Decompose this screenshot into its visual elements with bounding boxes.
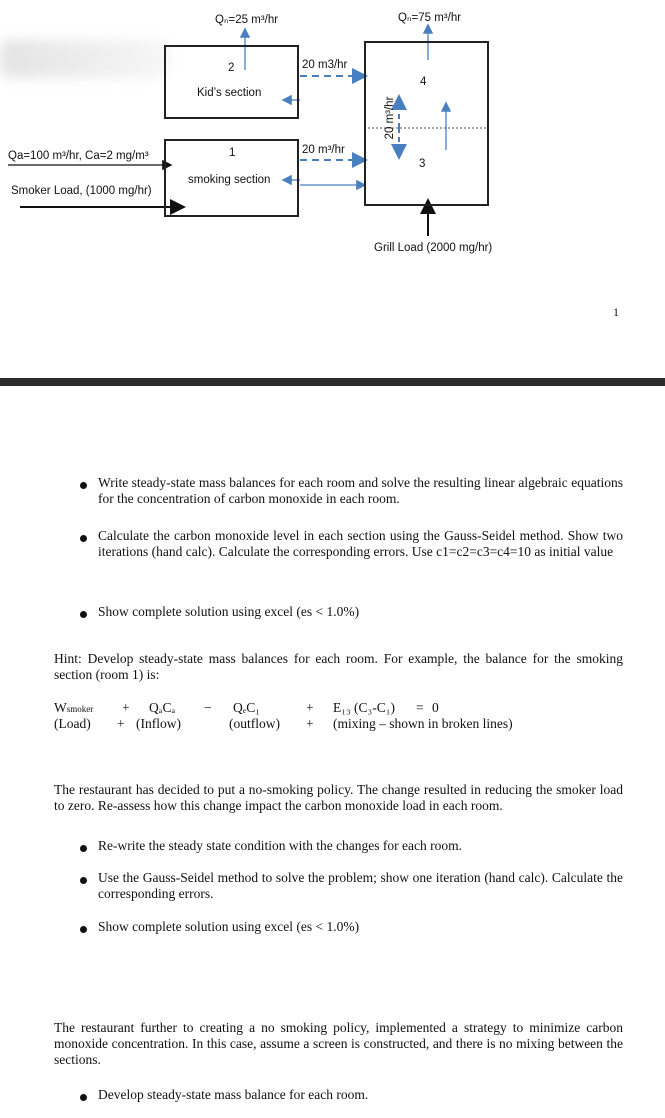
mix-top-label: 20 m3/hr: [302, 59, 348, 71]
task-c-1: Develop steady-state mass balance for each room.: [98, 1087, 369, 1102]
eq-zero: 0: [432, 700, 439, 715]
task-b-2: Use the Gauss-Seidel method to solve the problem; show one iteration (hand calc). Calculate the corresponding errors.: [98, 870, 623, 901]
bullet-icon: [80, 877, 87, 884]
task-a-2: Calculate the carbon monoxide level in each section using the Gauss-Seidel method. Show two iterations (hand calc). Calculate the corresponding errors. Use c1=c2=c3=c4=10 as initial value: [98, 528, 623, 559]
room-2-number: 2: [228, 62, 235, 74]
mix-vertical-label: 20 m³/hr: [384, 96, 396, 140]
no-smoking-paragraph: The restaurant has decided to put a no-smoking policy. The change resulted in reducing the smoker load to zero. Re-assess how this change impact the carbon monoxide load in each room.: [54, 782, 623, 813]
eq-qaca: QₐCₐ: [149, 700, 176, 715]
screen-paragraph: The restaurant further to creating a no smoking policy, implemented a strategy to minimize carbon monoxide concentration. In this case, assume a screen is constructed, and there is no mixing between the sections.: [54, 1020, 623, 1067]
flow-qd-label: Qₙ=75 m³/hr: [398, 12, 462, 24]
eq-w-sub: smoker: [66, 704, 94, 714]
room-2-box: [164, 45, 299, 119]
room-1-name: smoking section: [188, 174, 271, 186]
bullet-icon: [80, 611, 87, 618]
mix-bottom-label: 20 m³/hr: [302, 144, 345, 156]
eq-plus-3: +: [117, 716, 125, 731]
task-a-3: Show complete solution using excel (es < 1.0%): [98, 604, 360, 619]
qa-inflow-label: Qa=100 m³/hr, Ca=2 mg/m³: [8, 150, 149, 162]
page-number: 1: [613, 305, 619, 319]
room-3-number: 3: [419, 158, 426, 170]
room-1-number: 1: [229, 147, 236, 159]
room-3-4-box: [364, 41, 489, 206]
eq-plus-4: +: [306, 716, 314, 731]
hint-paragraph: Hint: Develop steady-state mass balances for each room. For example, the balance for the smoking section (room 1) is:: [54, 651, 623, 682]
eq-minus: −: [204, 700, 212, 715]
eq-inflow: (Inflow): [136, 716, 181, 731]
bullet-icon: [80, 926, 87, 933]
eq-plus-2: +: [306, 700, 314, 715]
bullet-icon: [80, 482, 87, 489]
eq-load: (Load): [54, 716, 91, 731]
bullet-icon: [80, 845, 87, 852]
bullet-icon: [80, 535, 87, 542]
flow-qc-label: Qₙ=25 m³/hr: [215, 14, 279, 26]
task-b-1: Re-write the steady state condition with the changes for each room.: [98, 838, 463, 853]
room-2-name: Kid’s section: [197, 87, 262, 99]
task-b-3: Show complete solution using excel (es < 1.0%): [98, 919, 360, 934]
smoker-load-label: Smoker Load, (1000 mg/hr): [11, 185, 152, 197]
eq-outflow: (outflow): [229, 716, 280, 731]
eq-mixing: (mixing – shown in broken lines): [333, 716, 513, 731]
eq-e13: E₁₃ (C₃-C₁): [333, 700, 395, 715]
eq-w: W: [54, 700, 67, 715]
task-a-1: Write steady-state mass balances for each room and solve the resulting linear algebraic equations for the concentration of carbon monoxide in each room.: [98, 475, 623, 506]
eq-equals: =: [416, 700, 424, 715]
page-divider: [0, 378, 665, 386]
eq-plus-1: +: [122, 700, 130, 715]
bullet-icon: [80, 1094, 87, 1101]
grill-load-label: Grill Load (2000 mg/hr): [374, 242, 493, 254]
eq-qbc1: QₑC₁: [233, 700, 260, 715]
room-4-number: 4: [420, 76, 427, 88]
